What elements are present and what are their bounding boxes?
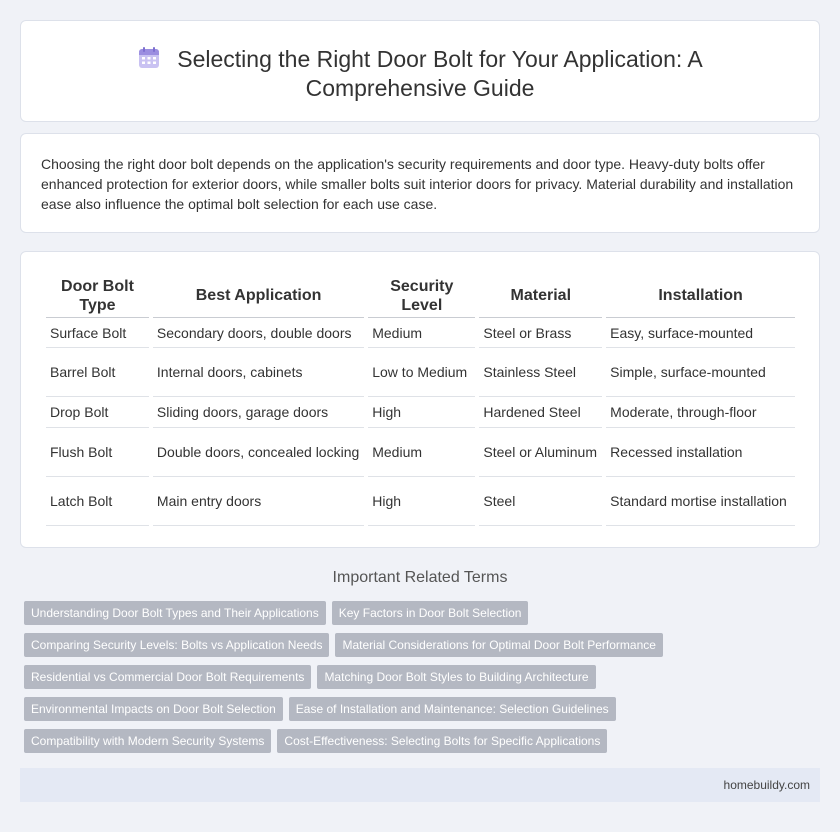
table-cell: Medium [368, 318, 475, 348]
table-row [46, 477, 795, 526]
table-cell: Simple, surface-mounted [606, 348, 795, 397]
calendar-icon [137, 46, 161, 70]
related-terms-heading: Important Related Terms [332, 569, 508, 586]
page-title-text: Selecting the Right Door Bolt for Your Application: A Comprehensive Guide [177, 46, 703, 101]
footer-site-link[interactable]: homebuildy.com [723, 778, 810, 792]
table-cell: Stainless Steel [479, 348, 602, 397]
table-cell: Easy, surface-mounted [606, 318, 795, 348]
related-term-tag[interactable]: Ease of Installation and Maintenance: Selection Guidelines [289, 697, 616, 721]
table-cell: Surface Bolt [46, 318, 149, 348]
title-card [20, 20, 820, 122]
intro-card [20, 133, 820, 233]
table-cell: Low to Medium [368, 348, 475, 397]
intro-text: Choosing the right door bolt depends on the application's security requirements and door type. Heavy-duty bolts offer enhanced protection for exterior doors, while smaller bolts suit interior doors for privacy. Material durability and installation ease also influence the optimal bolt selection for each use case. [41, 156, 794, 212]
table-cell: Secondary doors, double doors [153, 318, 364, 348]
related-term-tag[interactable]: Environmental Impacts on Door Bolt Selection [24, 697, 283, 721]
page-title [21, 45, 819, 103]
table-cell: Hardened Steel [479, 397, 602, 428]
term-row [20, 696, 820, 728]
table-cell: Steel [479, 477, 602, 526]
table-card [20, 251, 820, 548]
table-cell: Drop Bolt [46, 397, 149, 428]
table-row [46, 318, 795, 348]
related-term-tag[interactable]: Compatibility with Modern Security Systems [24, 729, 271, 753]
term-row [20, 728, 820, 760]
table-cell: Internal doors, cabinets [153, 348, 364, 397]
related-term-tag[interactable]: Comparing Security Levels: Bolts vs Application Needs [24, 633, 329, 657]
table-row [46, 348, 795, 397]
column-header: Security Level [368, 274, 475, 318]
table-cell: Moderate, through-floor [606, 397, 795, 428]
term-row [20, 632, 820, 664]
column-header: Material [479, 274, 602, 318]
table-cell: Flush Bolt [46, 428, 149, 477]
table-cell: Main entry doors [153, 477, 364, 526]
table-row [46, 428, 795, 477]
table-cell: Steel or Aluminum [479, 428, 602, 477]
column-header: Best Application [153, 274, 364, 318]
related-term-tag[interactable]: Cost-Effectiveness: Selecting Bolts for Specific Applications [277, 729, 607, 753]
column-header: Door Bolt Type [46, 274, 149, 318]
table-cell: Barrel Bolt [46, 348, 149, 397]
table-header-row [46, 274, 795, 318]
related-term-tag[interactable]: Residential vs Commercial Door Bolt Requirements [24, 665, 311, 689]
table-cell: Medium [368, 428, 475, 477]
table-cell: Standard mortise installation [606, 477, 795, 526]
table-cell: Steel or Brass [479, 318, 602, 348]
table-cell: Latch Bolt [46, 477, 149, 526]
table-cell: Recessed installation [606, 428, 795, 477]
related-term-tag[interactable]: Understanding Door Bolt Types and Their Applications [24, 601, 326, 625]
related-term-tag[interactable]: Key Factors in Door Bolt Selection [332, 601, 529, 625]
column-header: Installation [606, 274, 795, 318]
door-bolt-table [42, 274, 799, 526]
related-term-tag[interactable]: Material Considerations for Optimal Door Bolt Performance [335, 633, 662, 657]
term-row [20, 600, 820, 632]
footer [20, 768, 820, 802]
table-row [46, 397, 795, 428]
table-cell: Double doors, concealed locking [153, 428, 364, 477]
table-cell: Sliding doors, garage doors [153, 397, 364, 428]
term-row [20, 664, 820, 696]
table-cell: High [368, 397, 475, 428]
related-term-tag[interactable]: Matching Door Bolt Styles to Building Architecture [317, 665, 595, 689]
related-terms-list [20, 600, 820, 760]
table-cell: High [368, 477, 475, 526]
